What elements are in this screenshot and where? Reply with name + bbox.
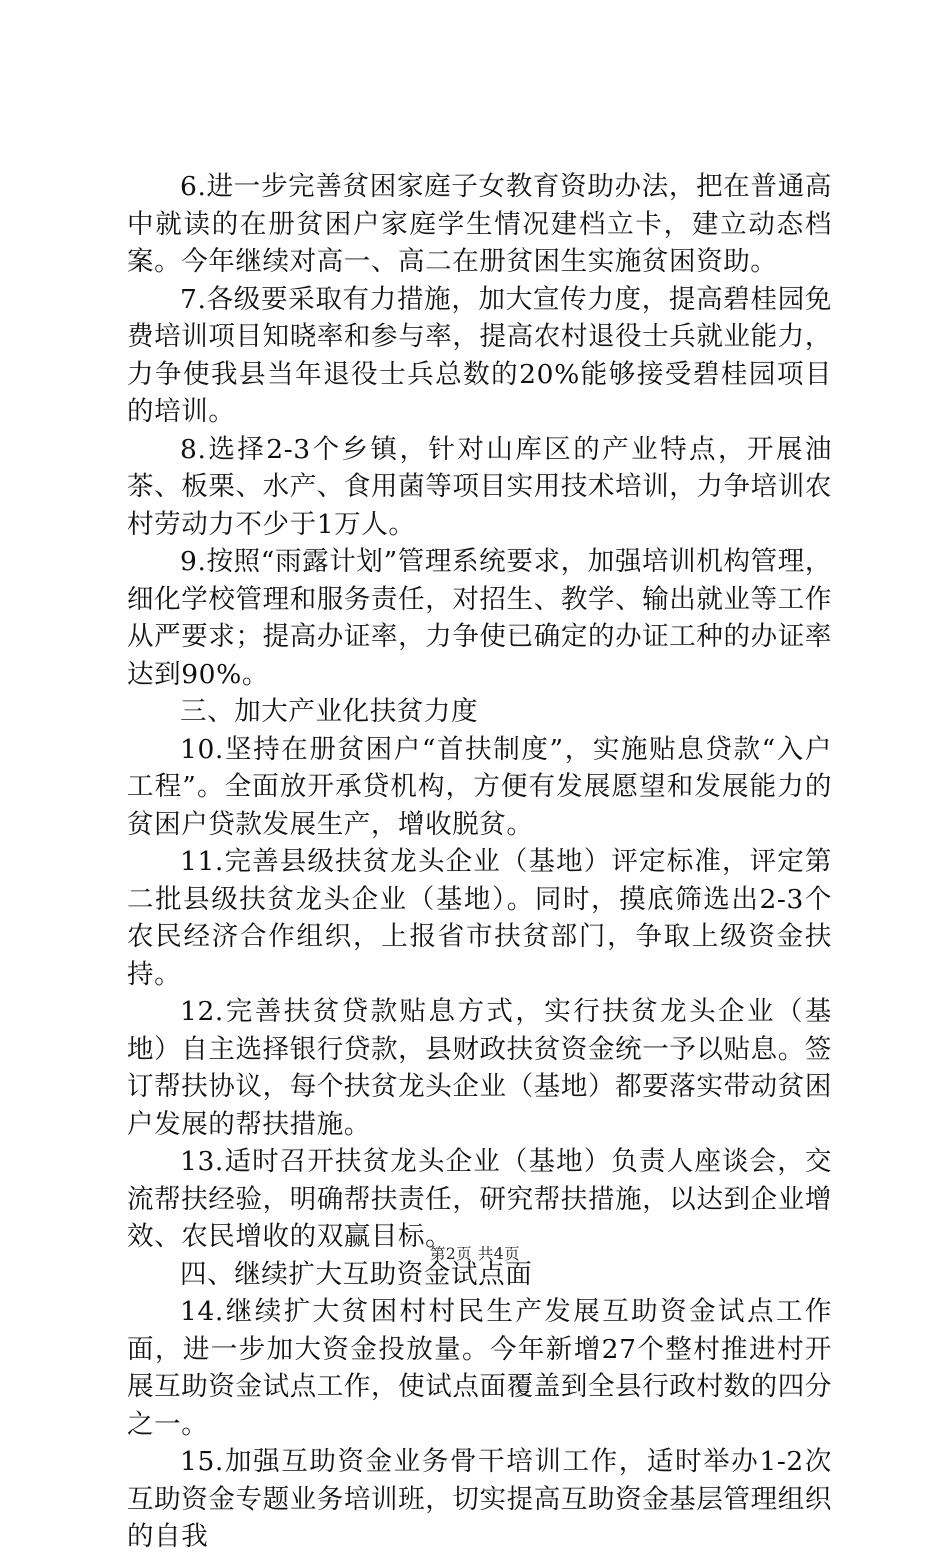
section-heading-3: 三、加大产业化扶贫力度	[180, 696, 479, 727]
section-heading-4: 四、继续扩大互助资金试点面	[180, 1258, 533, 1290]
paragraph-item-6: 6.进一步完善贫困家庭子女教育资助办法，把在普通高中就读的在册贫困户家庭学生情况建档立卡，建立动态档案。今年继续对高一、高二在册贫困生实施贫困资助。	[127, 171, 832, 277]
paragraph-item-9: 9.按照“雨露计划”管理系统要求，加强培训机构管理，细化学校管理和服务责任，对招生、教学、输出就业等工作从严要求；提高办证率，力争使已确定的办证工种的办证率达到90%。	[127, 546, 832, 690]
paragraph-item-11: 11.完善县级扶贫龙头企业（基地）评定标准，评定第二批县级扶贫龙头企业（基地）。同时，摸底筛选出2-3个农民经济合作组织，上报省市扶贫部门，争取上级资金扶持。	[127, 846, 832, 990]
paragraph-item-13: 13.适时召开扶贫龙头企业（基地）负责人座谈会，交流帮扶经验，明确帮扶责任，研究帮扶措施，以达到企业增效、农民增收的双赢目标。	[127, 1146, 832, 1252]
paragraph-item-7: 7.各级要采取有力措施，加大宣传力度，提高碧桂园免费培训项目知晓率和参与率，提高农村退役士兵就业能力，力争使我县当年退役士兵总数的20%能够接受碧桂园项目的培训。	[127, 283, 832, 427]
paragraph-item-8: 8.选择2-3个乡镇，针对山库区的产业特点，开展油茶、板栗、水产、食用菌等项目实用技术培训，力争培训农村劳动力不少于1万人。	[127, 433, 832, 540]
page-footer: 第2页 共4页	[429, 1245, 521, 1263]
paragraph-item-14: 14.继续扩大贫困村村民生产发展互助资金试点工作面，进一步加大资金投放量。今年新增27个整村推进村开展互助资金试点工作，使试点面覆盖到全县行政村数的四分之一。	[127, 1296, 832, 1440]
paragraph-item-12: 12.完善扶贫贷款贴息方式，实行扶贫龙头企业（基地）自主选择银行贷款，县财政扶贫资金统一予以贴息。签订帮扶协议，每个扶贫龙头企业（基地）都要落实带动贫困户发展的帮扶措施。	[127, 996, 832, 1140]
paragraph-item-15: 15.加强互助资金业务骨干培训工作，适时举办1-2次互助资金专题业务培训班，切实提高互助资金基层管理组织的自我	[127, 1446, 832, 1552]
paragraph-item-10: 10.坚持在册贫困户“首扶制度”，实施贴息贷款“入户工程”。全面放开承贷机构，方便有发展愿望和发展能力的贫困户贷款发展生产，增收脱贫。	[127, 733, 832, 840]
document-body	[127, 168, 832, 1556]
